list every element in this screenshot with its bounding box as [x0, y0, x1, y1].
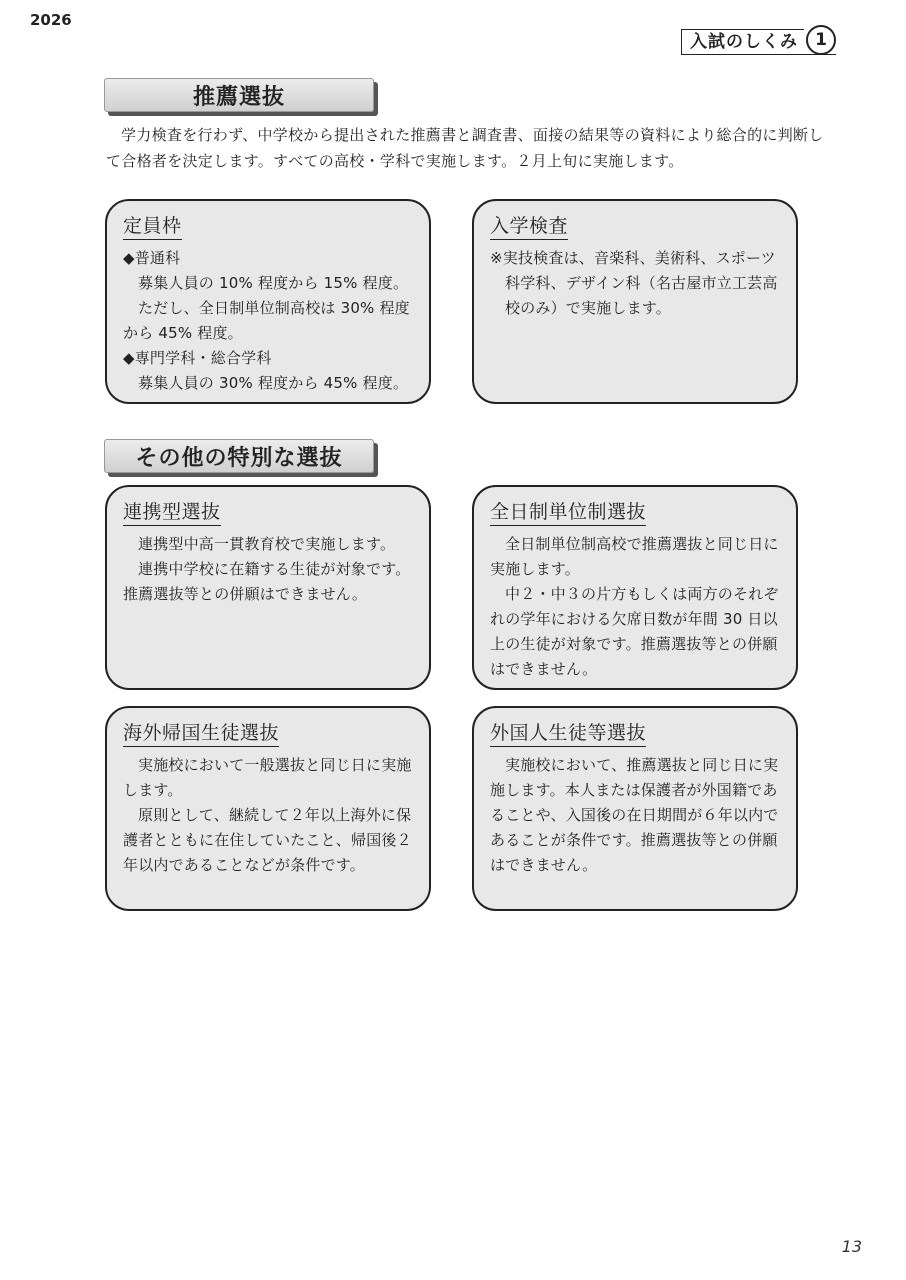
exam-box	[472, 199, 798, 404]
quota-line: 募集人員の 30% 程度から 45% 程度。	[138, 374, 409, 392]
quota-box	[105, 199, 431, 404]
page-number: 13	[841, 1237, 862, 1256]
quota-line: 募集人員の 10% 程度から 15% 程度。	[138, 274, 409, 292]
credit-box	[472, 485, 798, 690]
chapter-number-badge: 1	[806, 25, 836, 55]
returnee-paragraph: 実施校において一般選抜と同じ日に実施します。	[123, 756, 412, 799]
foreign-paragraph: 実施校において、推薦選抜と同じ日に実施します。本人または保護者が外国籍であることや、入国後の在日期間が６年以内であることが条件です。推薦選抜等との併願はできません。	[490, 756, 779, 874]
chapter-header	[681, 28, 836, 55]
exam-line: ※実技検査は、音楽科、美術科、スポーツ科学科、デザイン科（名古屋市立工芸高校のみ）で実施します。	[490, 249, 778, 317]
linked-paragraph: 連携中学校に在籍する生徒が対象です。推薦選抜等との併願はできません。	[123, 560, 411, 603]
year-label: 2026	[30, 11, 72, 29]
credit-box-title: 全日制単位制選抜	[490, 497, 646, 526]
linked-box	[105, 485, 431, 690]
recommendation-intro: 学力検査を行わず、中学校から提出された推薦書と調査書、面接の結果等の資料により総合的に判断して合格者を決定します。すべての高校・学科で実施します。２月上旬に実施します。	[106, 126, 824, 170]
quota-box-title: 定員枠	[123, 211, 182, 240]
linked-paragraph: 連携型中高一貫教育校で実施します。	[138, 535, 396, 553]
section-title-recommendation: 推薦選抜	[104, 78, 374, 112]
credit-paragraph: 全日制単位制高校で推薦選抜と同じ日に実施します。	[490, 535, 779, 578]
credit-paragraph: 中２・中３の片方もしくは両方のそれぞれの学年における欠席日数が年間 30 日以上の生徒が対象です。推薦選抜等との併願はできません。	[490, 585, 779, 678]
linked-box-title: 連携型選抜	[123, 497, 221, 526]
exam-box-title: 入学検査	[490, 211, 568, 240]
quota-line: ◆専門学科・総合学科	[123, 349, 272, 367]
returnee-paragraph: 原則として、継続して２年以上海外に保護者とともに在住していたこと、帰国後２年以内であることなどが条件です。	[123, 806, 412, 874]
chapter-label: 入試のしくみ	[681, 29, 804, 54]
returnee-box	[105, 706, 431, 911]
foreign-box-title: 外国人生徒等選抜	[490, 718, 646, 747]
section-title-special: その他の特別な選抜	[104, 439, 374, 473]
returnee-box-title: 海外帰国生徒選抜	[123, 718, 279, 747]
quota-line: ◆普通科	[123, 249, 181, 267]
foreign-box	[472, 706, 798, 911]
quota-line: ただし、全日制単位制高校は 30% 程度から 45% 程度。	[123, 299, 410, 342]
